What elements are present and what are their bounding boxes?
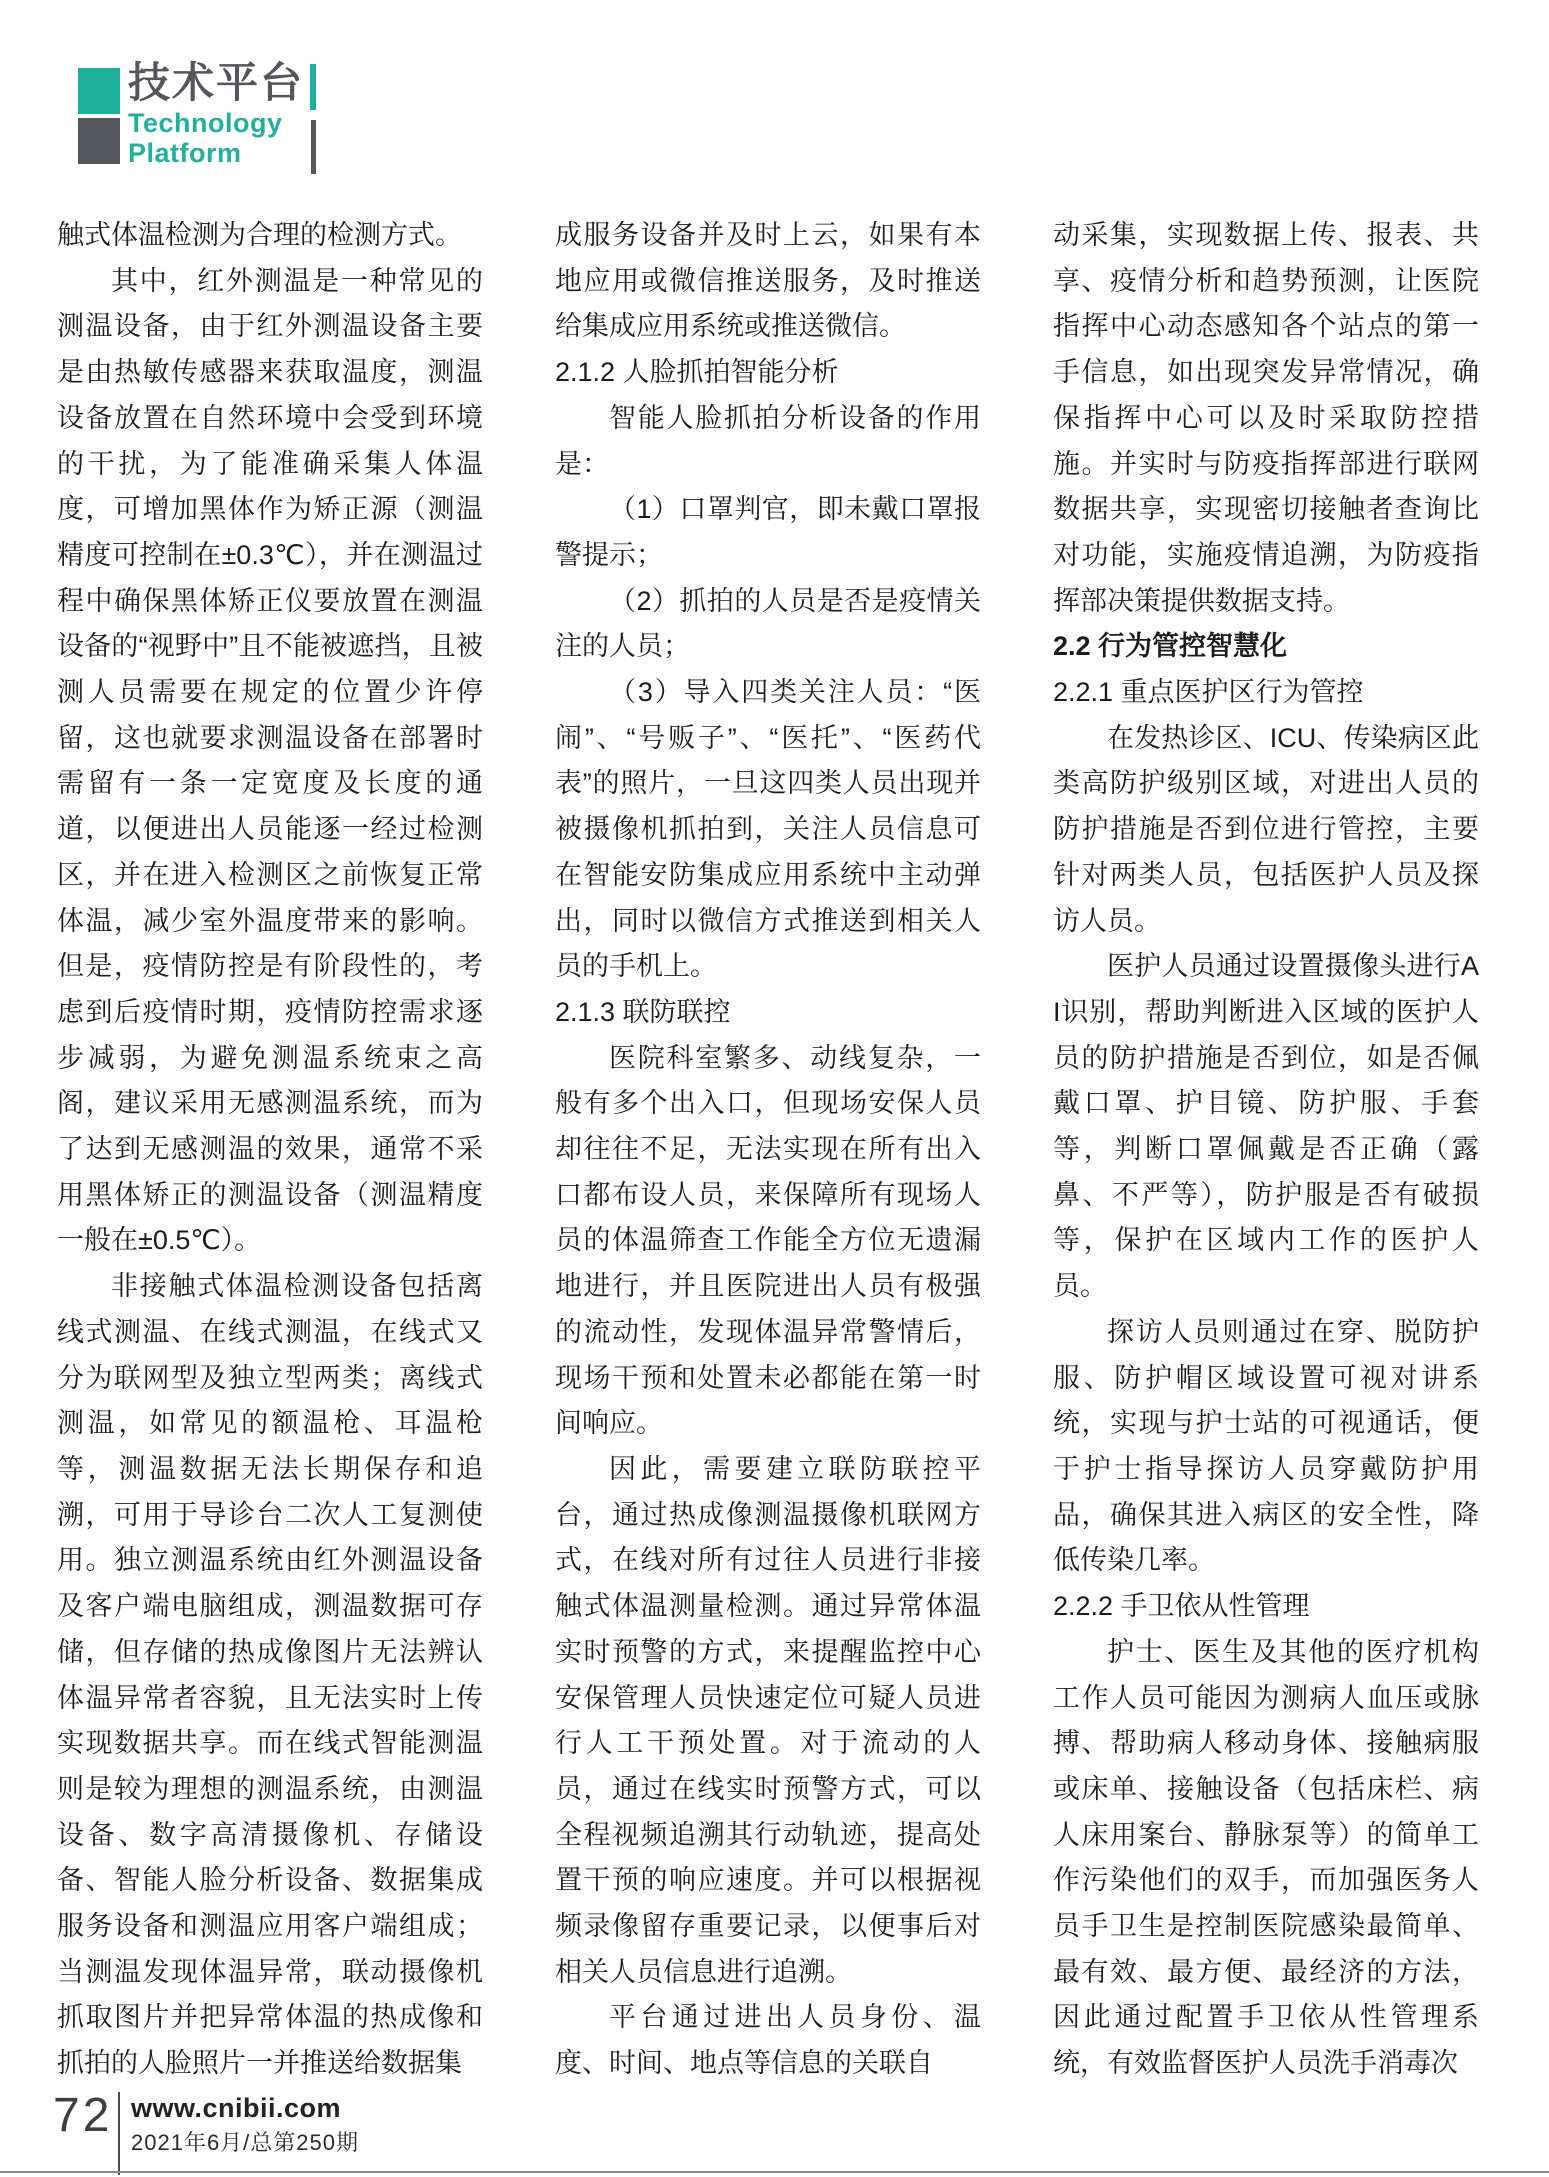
logo-gray-square: [78, 118, 120, 164]
paragraph: 其中，红外测温是一种常见的测温设备，由于红外测温设备主要是由热敏传感器来获取温度，测温设备放置在自然环境中会受到环境的干扰，为了能准确采集人体温度，可增加黑体作为矫正源（测温精度可控制在±0.3℃），并在测温过程中确保黑体矫正仪要放置在测温设备的“视野中”且不能被遮挡，且被测人员需要在规定的位置少许停留，这也就要求测温设备在部署时需留有一条一定宽度及长度的通道，以便进出人员能逐一经过检测区，并在进入检测区之前恢复正常体温，减少室外温度带来的影响。但是，疫情防控是有阶段性的，考虑到后疫情时期，疫情防控需求逐步减弱，为避免测温系统束之高阁，建议采用无感测温系统，而为了达到无感测温的效果，通常不采用黑体矫正的测温设备（测温精度一般在±0.5℃）。: [57, 265, 483, 1256]
footer-website: www.cnibii.com: [131, 2093, 342, 2123]
paragraph: 触式体温检测为合理的检测方式。: [57, 220, 462, 250]
paragraph: 平台通过进出人员身份、温度、时间、地点等信息的关联自: [555, 2002, 981, 2079]
article-column-2: [555, 213, 981, 2087]
paragraph: 医护人员通过设置摄像头进行AI识别，帮助判断进入区域的医护人员的防护措施是否到位，如是否佩戴口罩、护目镜、防护服、手套等，判断口罩佩戴是否正确（露鼻、不严等），防护服是否有破损等，保护在区域内工作的医护人员。: [1053, 951, 1479, 1302]
paragraph: 探访人员则通过在穿、脱防护服、防护帽区域设置可视对讲系统，实现与护士站的可视通话，便于护士指导探访人员穿戴防护用品，确保其进入病区的安全性，降低传染几率。: [1053, 1316, 1479, 1576]
paragraph: 非接触式体温检测设备包括离线式测温、在线式测温，在线式又分为联网型及独立型两类；离线式测温，如常见的额温枪、耳温枪等，测温数据无法长期保存和追溯，可用于导诊台二次人工复测使用。独立测温系统由红外测温设备及客户端电脑组成，测温数据可存储，但存储的热成像图片无法辨认体温异常者容貌，且无法实时上传实现数据共享。而在线式智能测温则是较为理想的测温系统，由测温设备、数字高清摄像机、存储设备、智能人脸分析设备、数据集成服务设备和测温应用客户端组成；当测温发现体温异常，联动摄像机抓取图片并把异常体温的热成像和抓拍的人脸照片一并推送给数据集: [57, 1271, 483, 2079]
section-heading: 2.2 行为管控智慧化: [1053, 631, 1288, 662]
article-body: [57, 213, 1479, 2087]
article-column-1: [57, 213, 483, 2087]
paragraph: （3）导入四类关注人员：“医闹”、“号贩子”、“医托”、“医药代表”的照片，一旦这四类人员出现并被摄像机抓拍到，关注人员信息可在智能安防集成应用系统中主动弹出，同时以微信方式推送到相关人员的手机上。: [555, 677, 981, 982]
paragraph: 动采集，实现数据上传、报表、共享、疫情分析和趋势预测，让医院指挥中心动态感知各个站点的第一手信息，如出现突发异常情况，确保指挥中心可以及时采取防控措施。并实时与防疫指挥部进行联网数据共享，实现密切接触者查询比对功能，实施疫情追溯，为防疫指挥部决策提供数据支持。: [1053, 220, 1479, 616]
footer-issue-info: 2021年6月/总第250期: [131, 2130, 359, 2155]
section-title-en-line1: Technology: [128, 108, 283, 138]
section-heading: 2.1.3 联防联控: [555, 996, 731, 1027]
section-title-en-line2: Platform: [128, 138, 242, 168]
section-heading: 2.2.2 手卫依从性管理: [1053, 1591, 1310, 1622]
logo-teal-square: [78, 68, 120, 114]
logo-gray-bar: [311, 120, 316, 174]
section-logo: [78, 59, 408, 177]
section-heading: 2.2.1 重点医护区行为管控: [1053, 677, 1364, 708]
logo-teal-bar: [310, 64, 316, 110]
paragraph: 在发热诊区、ICU、传染病区此类高防护级别区域，对进出人员的防护措施是否到位进行管控，主要针对两类人员，包括医护人员及探访人员。: [1053, 722, 1479, 936]
paragraph: （1）口罩判官，即未戴口罩报警提示；: [555, 494, 981, 570]
paragraph: 因此，需要建立联防联控平台，通过热成像测温摄像机联网方式，在线对所有过往人员进行非接触式体温测量检测。通过异常体温实时预警的方式，来提醒监控中心安保管理人员快速定位可疑人员进行人工干预处置。对于流动的人员，通过在线实时预警方式，可以全程视频追溯其行动轨迹，提高处置干预的响应速度。并可以根据视频录像留存重要记录，以便事后对相关人员信息进行追溯。: [555, 1453, 981, 1987]
paragraph: 护士、医生及其他的医疗机构工作人员可能因为测病人血压或脉搏、帮助病人移动身体、接触病服或床单、接触设备（包括床栏、病人床用案台、静脉泵等）的简单工作污染他们的双手，而加强医务人员手卫生是控制医院感染最简单、最有效、最方便、最经济的方法，因此通过配置手卫依从性管理系统，有效监督医护人员洗手消毒次: [1053, 1636, 1479, 2079]
section-title-en: [128, 108, 283, 168]
section-title-cn: 技术平台: [128, 59, 305, 106]
footer-bottom-rule: [0, 2171, 1549, 2173]
paragraph: （2）抓拍的人员是否是疫情关注的人员；: [555, 585, 981, 662]
section-heading: 2.1.2 人脸抓拍智能分析: [555, 357, 839, 388]
paragraph: 智能人脸抓拍分析设备的作用是：: [555, 402, 981, 479]
footer-page-number: 72: [53, 2089, 113, 2142]
paragraph: 成服务设备并及时上云，如果有本地应用或微信推送服务，及时推送给集成应用系统或推送微信。: [555, 220, 981, 342]
paragraph: 医院科室繁多、动线复杂，一般有多个出入口，但现场安保人员却往往不足，无法实现在所有出入口都布设人员，来保障所有现场人员的体温筛查工作能全方位无遗漏地进行，并且医院进出人员有极强的流动性，发现体温异常警情后，现场干预和处置未必都能在第一时间响应。: [555, 1042, 981, 1439]
article-column-3: [1053, 213, 1479, 2087]
footer-divider: [118, 2092, 120, 2175]
